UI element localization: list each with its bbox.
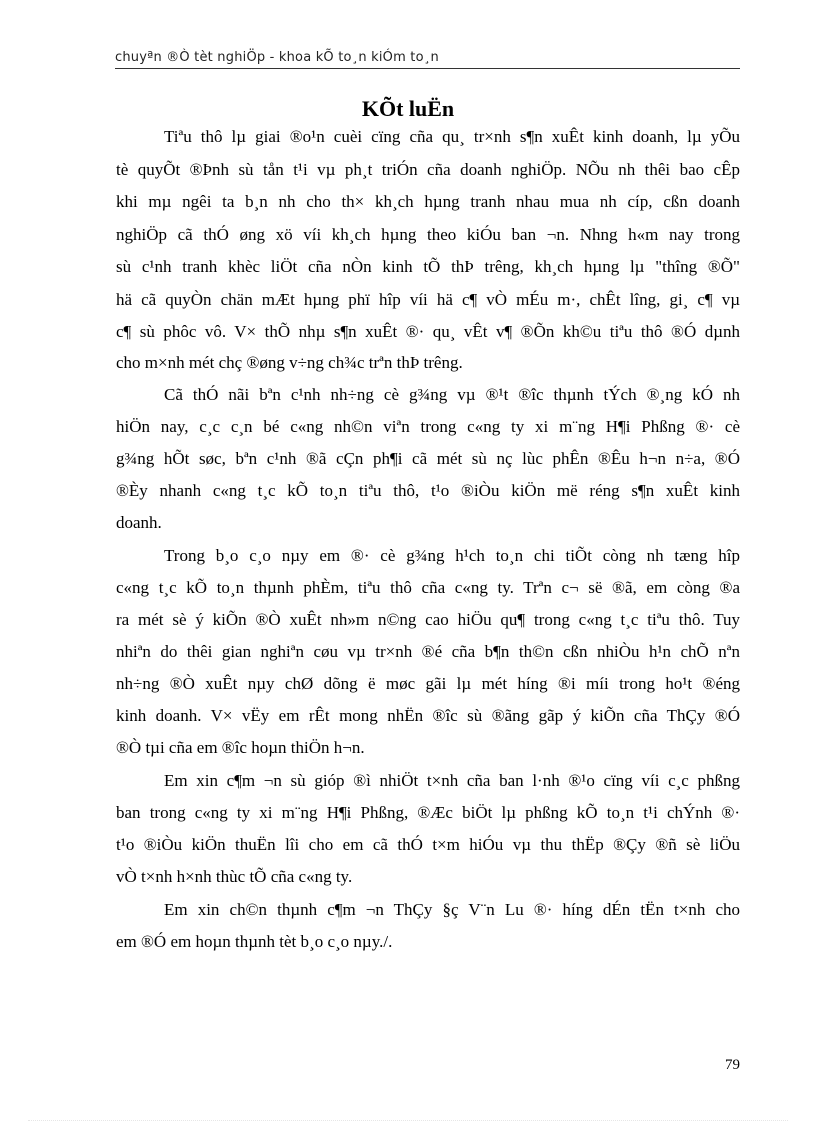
text-line: hiÖn nay, c¸c c¸n bé c«ng nh©n viªn trong c«ng ty xi m¨ng H¶i Phßng ®· cè	[116, 417, 740, 436]
text-line: doanh.	[116, 513, 162, 532]
text-line: Trong b¸o c¸o nµy em ®· cè g¾ng h¹ch to¸n chi tiÕt còng nh tæng hîp	[164, 546, 740, 565]
header-rule	[115, 68, 740, 69]
text-line: c¶ sù phôc vô. V× thÕ nhµ s¶n xuÊt ®· qu¸ vÊt v¶ ®Õn kh©u tiªu thô ®Ó dµnh	[116, 322, 740, 341]
text-line: Cã thÓ nãi bªn c¹nh nh÷ng cè g¾ng vµ ®¹t ®îc thµnh tÝch ®¸ng kÓ nh	[164, 385, 740, 404]
text-line: Em xin ch©n thµnh c¶m ¬n ThÇy §ç V¨n Lu ®· híng dÉn tËn t×nh cho	[164, 900, 740, 919]
text-line: em ®Ó em hoµn thµnh tèt b¸o c¸o nµy./.	[116, 932, 393, 951]
page-number: 79	[725, 1057, 740, 1073]
text-line: sù c¹nh tranh khèc liÖt cña nÒn kinh tÕ thÞ trêng, kh¸ch hµng lµ "thîng ®Õ"	[116, 257, 740, 276]
text-line: tè quyÕt ®Þnh sù tån t¹i vµ ph¸t triÓn cña doanh nghiÖp. NÕu nh thêi bao cÊp	[116, 160, 740, 179]
text-line: kinh doanh. V× vËy em rÊt mong nhËn ®îc sù ®ãng gãp ý kiÕn cña ThÇy ®Ó	[116, 706, 740, 725]
text-line: vÒ t×nh h×nh thùc tÕ cña c«ng ty.	[116, 867, 353, 886]
text-line: hä cã quyÒn chän mÆt hµng phï hîp víi hä c¶ vÒ mÉu m·, chÊt lîng, gi¸ c¶ vµ	[116, 290, 740, 309]
text-line: nghiÖp cã thÓ øng xö víi kh¸ch hµng theo kiÓu ban ¬n. Nhng h«m nay trong	[116, 225, 740, 244]
text-line: ®Ò tµi cña em ®îc hoµn thiÖn h¬n.	[116, 738, 365, 757]
text-line: Em xin c¶m ¬n sù gióp ®ì nhiÖt t×nh cña ban l·nh ®¹o cïng víi c¸c phßng	[164, 771, 740, 790]
running-header: chuyªn ®Ò tèt nghiÖp - khoa kÕ to¸n kiÓm to¸n	[115, 50, 439, 65]
text-line: Tiªu thô lµ giai ®o¹n cuèi cïng cña qu¸ tr×nh s¶n xuÊt kinh doanh, lµ yÕu	[164, 127, 740, 146]
text-line: khi mµ ngêi ta b¸n nh cho th× kh¸ch hµng tranh nhau mua nh cíp, cßn doanh	[116, 192, 740, 211]
text-line: ra mét sè ý kiÕn ®Ò xuÊt nh»m n©ng cao hiÖu qu¶ trong c«ng t¸c tiªu thô. Tuy	[116, 610, 740, 629]
text-line: t¹o ®iÒu kiÖn thuËn lîi cho em cã thÓ t×m hiÓu vµ thu thËp ®Çy ®ñ sè liÖu	[116, 835, 740, 854]
page-bottom-border	[28, 1120, 788, 1121]
text-line: ®Èy nhanh c«ng t¸c kÕ to¸n tiªu thô, t¹o ®iÒu kiÖn më réng s¶n xuÊt kinh	[116, 481, 740, 500]
text-line: nhiªn do thêi gian nghiªn cøu vµ tr×nh ®é cña b¶n th©n cßn nhiÒu h¹n chÕ nªn	[116, 642, 740, 661]
text-line: ban trong c«ng ty xi m¨ng H¶i Phßng, ®Æc biÖt lµ phßng kÕ to¸n t¹i chÝnh ®·	[116, 803, 740, 822]
text-line: g¾ng hÕt søc, bªn c¹nh ®ã cÇn ph¶i cã mét sù nç lùc phÊn ®Êu h¬n n÷a, ®Ó	[116, 449, 740, 468]
text-line: nh÷ng ®Ò xuÊt nµy chØ dõng ë møc gãi lµ mét híng ®i míi trong ho¹t ®éng	[116, 674, 740, 693]
text-line: cho m×nh mét chç ®øng v÷ng ch¾c trªn thÞ trêng.	[116, 353, 463, 372]
text-line: c«ng t¸c kÕ to¸n thµnh phÈm, tiªu thô cña c«ng ty. Trªn c¬ së ®ã, em còng ®a	[116, 578, 740, 597]
section-title: KÕt luËn	[361, 96, 455, 121]
